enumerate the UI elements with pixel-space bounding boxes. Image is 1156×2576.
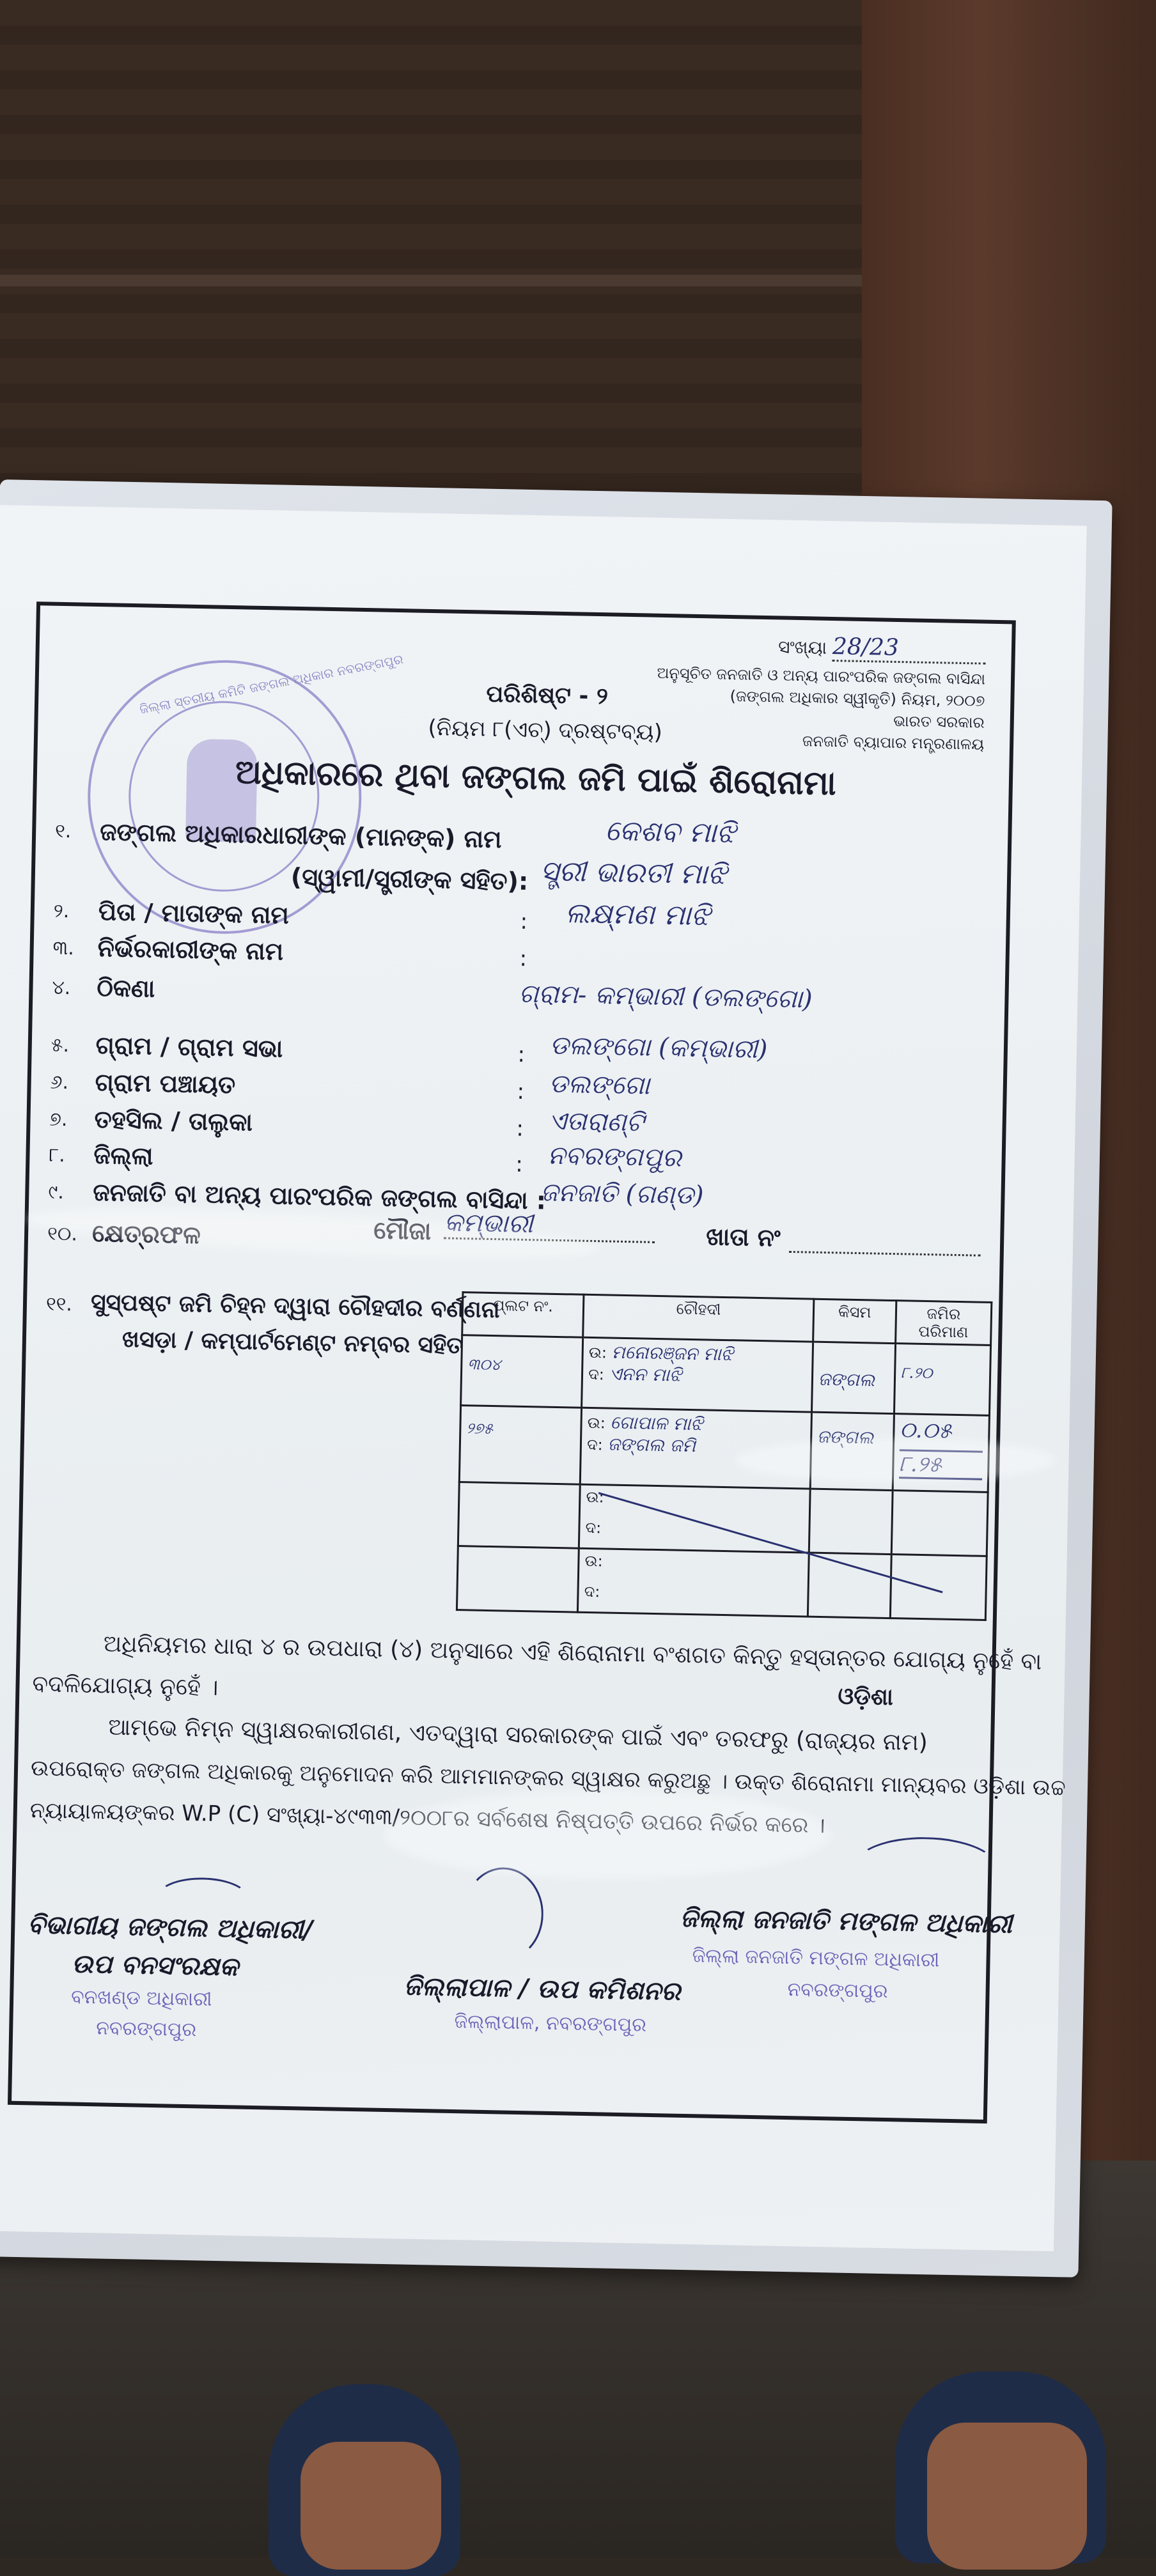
field-5-value: ଡଲଙ୍ଗୋ (କମ୍ଭାରୀ): [549, 1030, 768, 1065]
serial-label: ସଂଖ୍ୟା: [777, 636, 827, 658]
field-2-colon: :: [520, 908, 528, 935]
area-cell: ୮.୨୦: [894, 1344, 990, 1416]
header-area: ଜମିର ପରିମାଣ: [895, 1301, 991, 1346]
para-2a: ଆମ୍ଭେ ନିମ୍ନ ସ୍ୱାକ୍ଷରକାରୀଗଣ, ଏତଦ୍ୱାରା ସରକାରଙ୍କ ପାଇଁ ଏବଂ ତରଫରୁ (ରାଜ୍ୟର ନାମ): [107, 1714, 928, 1757]
field-1b-label: (ସ୍ୱାମୀ/ସ୍ତ୍ରୀଙ୍କ ସହିତ):: [290, 862, 529, 896]
field-4-value: ଗ୍ରାମ- କମ୍ଭାରୀ (ଡଲଙ୍ଗୋ): [519, 979, 813, 1014]
field-2-label: ପିତା / ମାତାଙ୍କ ନାମ: [98, 897, 290, 929]
north-prefix: ଉ:: [588, 1343, 607, 1362]
north-prefix: ଉ:: [587, 1413, 606, 1432]
field-3-label: ନିର୍ଭରକାରୀଙ୍କ ନାମ: [97, 934, 284, 966]
field-7-num: ୭.: [49, 1108, 68, 1131]
certificate-paper: [0, 505, 1087, 2251]
area-num: ୧୦.: [47, 1222, 78, 1246]
south-prefix: ଦ:: [588, 1365, 605, 1384]
field-7-colon: :: [516, 1115, 524, 1142]
field-1b-value: ସ୍ତ୍ରୀ ଭାରତୀ ମାଝି: [540, 855, 728, 891]
kisam-cell: ଜଙ୍ଗଲ: [811, 1342, 895, 1413]
field-4-num: ୪.: [52, 976, 71, 1000]
area-label: କ୍ଷେତ୍ରଫଳ: [91, 1218, 201, 1250]
field-8-label: ଜିଲ୍ଲା: [93, 1141, 153, 1170]
state-value: ଓଡ଼ିଶା: [838, 1683, 894, 1711]
field-8-num: ୮.: [49, 1144, 66, 1167]
south-value: ଏନନ ମାଝି: [609, 1363, 682, 1386]
annex-label: ପରିଶିଷ୍ଟ - ୨: [486, 681, 609, 710]
signatory-3-stamp-1: ଜିଲ୍ଲା ଜନଜାତି ମଙ୍ଗଳ ଅଧିକାରୀ: [692, 1944, 940, 1972]
field-4-label: ଠିକଣା: [97, 974, 155, 1003]
area-total: ୮.୨୫: [899, 1449, 983, 1480]
laminate-glare: [384, 1790, 831, 1879]
north-value: ଗୋପାଳ ମାଝି: [610, 1411, 703, 1435]
north-prefix: ଉ:: [586, 1487, 604, 1507]
field-3-num: ୩.: [52, 936, 75, 960]
field-9-num: ୯.: [48, 1181, 65, 1204]
signatory-3-title: ଜିଲ୍ଲା ଜନଜାତି ମଙ୍ଗଳ ଅଧିକାରୀ: [680, 1902, 1013, 1939]
field-5-num: ୫.: [51, 1034, 70, 1057]
south-prefix: ଦ:: [584, 1582, 600, 1601]
field-3-colon: :: [519, 945, 527, 972]
field-1-label: ଜଙ୍ଗଲ ଅଧିକାରଧାରୀଙ୍କ (ମାନଙ୍କ) ନାମ: [99, 818, 502, 854]
para-1b: ବଦଳିଯୋଗ୍ୟ ନୁହେଁ ।: [32, 1671, 219, 1701]
document-frame: [8, 601, 1066, 2123]
field-1-num: ୧.: [54, 819, 72, 843]
laminate-glare: [735, 1438, 1055, 1483]
field-6-num: ୬.: [50, 1071, 69, 1094]
mouza-value: କମ୍ଭାରୀ: [444, 1208, 655, 1243]
signatory-3-stamp-2: ନବରଙ୍ଗପୁର: [787, 1978, 888, 2003]
kisam-cell: [809, 1489, 893, 1554]
field-5-colon: :: [517, 1041, 526, 1067]
boundary-cell: [578, 1548, 809, 1617]
field-8-value: ନବରଙ୍ଗପୁର: [547, 1140, 682, 1173]
header-kisam: କିସମ: [813, 1299, 896, 1343]
issuer-line-1: ଅନୁସୂଚିତ ଜନଜାତି ଓ ଅନ୍ୟ ପାରଂପରିକ ଜଙ୍ଗଲ ବାସିନ୍ଦା: [657, 663, 986, 688]
field-7-value: ଏତାରାଣ୍ଟି: [548, 1106, 644, 1138]
table-row: [458, 1482, 988, 1556]
header-plot: ପ୍ଲଟ ନଂ.: [462, 1292, 584, 1338]
para-1: ଅଧିନିୟମର ଧାରା ୪ ର ଉପଧାରା (୪) ଅନୁସାରେ ଏହି ଶିରୋନାମା ବଂଶଗତ କିନ୍ତୁ ହସ୍ତାନ୍ତର ଯୋଗ୍ୟ ନୁହେଁ ବା: [103, 1631, 1042, 1675]
field-5-label: ଗ୍ରାମ / ଗ୍ରାମ ସଭା: [95, 1031, 283, 1063]
field-8-colon: :: [515, 1151, 524, 1177]
boundary-label-1: ସୁସ୍ପଷ୍ଟ ଜମି ଚିହ୍ନ ଦ୍ୱାରା ଚୌହଦୀର ବର୍ଣ୍ଣନା: [90, 1289, 501, 1324]
field-6-colon: :: [517, 1078, 525, 1105]
rule-reference: (ନିୟମ ୮(ଏଚ୍) ଦ୍ରଷ୍ଟବ୍ୟ): [428, 715, 663, 745]
kisam-cell: ଜଙ୍ଗଲ: [810, 1412, 894, 1490]
plot-cell: [458, 1482, 580, 1549]
left-foot: [301, 2442, 441, 2570]
header-boundary: ଚୌହଦୀ: [583, 1294, 814, 1342]
north-prefix: ଉ:: [584, 1551, 604, 1571]
boundary-num: ୧୧.: [45, 1292, 73, 1316]
khata-label: ଖାତା ନଂ: [705, 1222, 781, 1252]
signatory-2-stamp: ଜିଲ୍ଲାପାଳ, ନବରଙ୍ଗପୁର: [454, 2010, 647, 2037]
field-7-label: ତହସିଲ / ତାଲୁକା: [94, 1105, 253, 1137]
boundary-label-2: ଖସଡ଼ା / କମ୍ପାର୍ଟମେଣ୍ଟ ନମ୍ବର ସହିତ: [121, 1326, 464, 1360]
signatory-1-stamp-2: ନବରଙ୍ଗପୁର: [95, 2017, 197, 2042]
table-row: [461, 1335, 991, 1416]
boundary-cell: [582, 1337, 813, 1412]
area-cell: [891, 1491, 988, 1556]
issuer-line-2: (ଜଙ୍ଗଲ ଅଧିକାର ସ୍ୱୀକୃତି) ନିୟମ, ୨୦୦୭: [730, 687, 985, 710]
serial-number: [778, 632, 987, 664]
plot-cell: ୩୦୪: [461, 1335, 583, 1408]
right-foot: [927, 2423, 1087, 2570]
khata-value-line: [789, 1230, 981, 1257]
area-cell: [890, 1555, 987, 1620]
official-seal: [85, 651, 405, 936]
south-prefix: ଦ:: [585, 1518, 602, 1537]
para-2c: ନ୍ୟାୟାଳୟଙ୍କର W.P (C) ସଂଖ୍ୟା-୪୯୩୩/୨୦୦୮ର ସର୍ବଶେଷ ନିଷ୍ପତ୍ତି ଉପରେ ନିର୍ଭର କରେ ।: [29, 1797, 825, 1839]
signature-2: [462, 1866, 544, 1961]
issuer-line-3: ଭାରତ ସରକାର: [893, 711, 985, 732]
plot-cell: [457, 1546, 579, 1613]
signature-3: [853, 1836, 999, 1900]
para-2b: ଉପରୋକ୍ତ ଜଙ୍ଗଲ ଅଧିକାରକୁ ଅନୁମୋଦନ କରି ଆମମାନଙ୍କର ସ୍ୱାକ୍ଷର କରୁଅଛୁ । ଉକ୍ତ ଶିରୋନାମା ମାନ୍ୟବର ଓଡ଼ିଶା ଉଚ୍ଚ: [30, 1755, 1066, 1801]
field-6-value: ଡଲଙ୍ଗୋ: [549, 1069, 650, 1101]
signatory-2-title: ଜିଲ୍ଲାପାଳ / ଉପ କମିଶନର: [403, 1971, 681, 2006]
field-2-value: ଲକ୍ଷ୍ମଣ ମାଝି: [565, 897, 711, 933]
seal-text: ଜିଲ୍ଲା ସ୍ତରୀୟ କମିଟି ଜଙ୍ଗଲ ଅଧିକାର ନବରଙ୍ଗପୁର: [138, 651, 405, 717]
signatory-1-title-1: ବିଭାଗୀୟ ଜଙ୍ଗଲ ଅଧିକାରୀ/: [27, 1909, 313, 1945]
issuer-line-4: ଜନଜାତି ବ୍ୟାପାର ମନ୍ତ୍ରଣାଳୟ: [802, 732, 985, 754]
signatory-1-stamp-1: ବନଖଣ୍ଡ ଅଧିକାରୀ: [70, 1985, 212, 2011]
field-6-label: ଗ୍ରାମ ପଞ୍ଚାୟତ: [95, 1068, 236, 1099]
field-9-label: ଜନଜାତି ବା ଅନ୍ୟ ପାରଂପରିକ ଜଙ୍ଗଲ ବାସିନ୍ଦା :: [92, 1177, 547, 1215]
plot-cell: ୨୭୫: [459, 1406, 581, 1485]
area-value: ୦.୦୫: [899, 1417, 952, 1444]
signatory-1-title-2: ଉପ ବନସଂରକ୍ଷକ: [71, 1948, 239, 1982]
serial-value: 28/23: [832, 633, 987, 665]
wall-ledge: [0, 275, 895, 286]
field-9-value: ଜନଜାତି (ଗଣ୍ଡ): [540, 1177, 704, 1211]
north-value: ମନୋରଞ୍ଜନ ମାଝି: [611, 1341, 734, 1365]
field-1-value: କେଶବ ମାଝି: [604, 814, 736, 850]
field-2-num: ୨.: [53, 899, 70, 923]
document-title: ଅଧିକାରରେ ଥିବା ଜଙ୍ଗଲ ଜମି ପାଇଁ ଶିରୋନାମା: [235, 753, 837, 803]
south-prefix: ଦ:: [586, 1435, 604, 1454]
kisam-cell: [808, 1553, 891, 1618]
mouza-label: ମୌଜା: [373, 1216, 432, 1246]
south-value: ଜଙ୍ଗଲ ଜମି: [607, 1433, 696, 1457]
